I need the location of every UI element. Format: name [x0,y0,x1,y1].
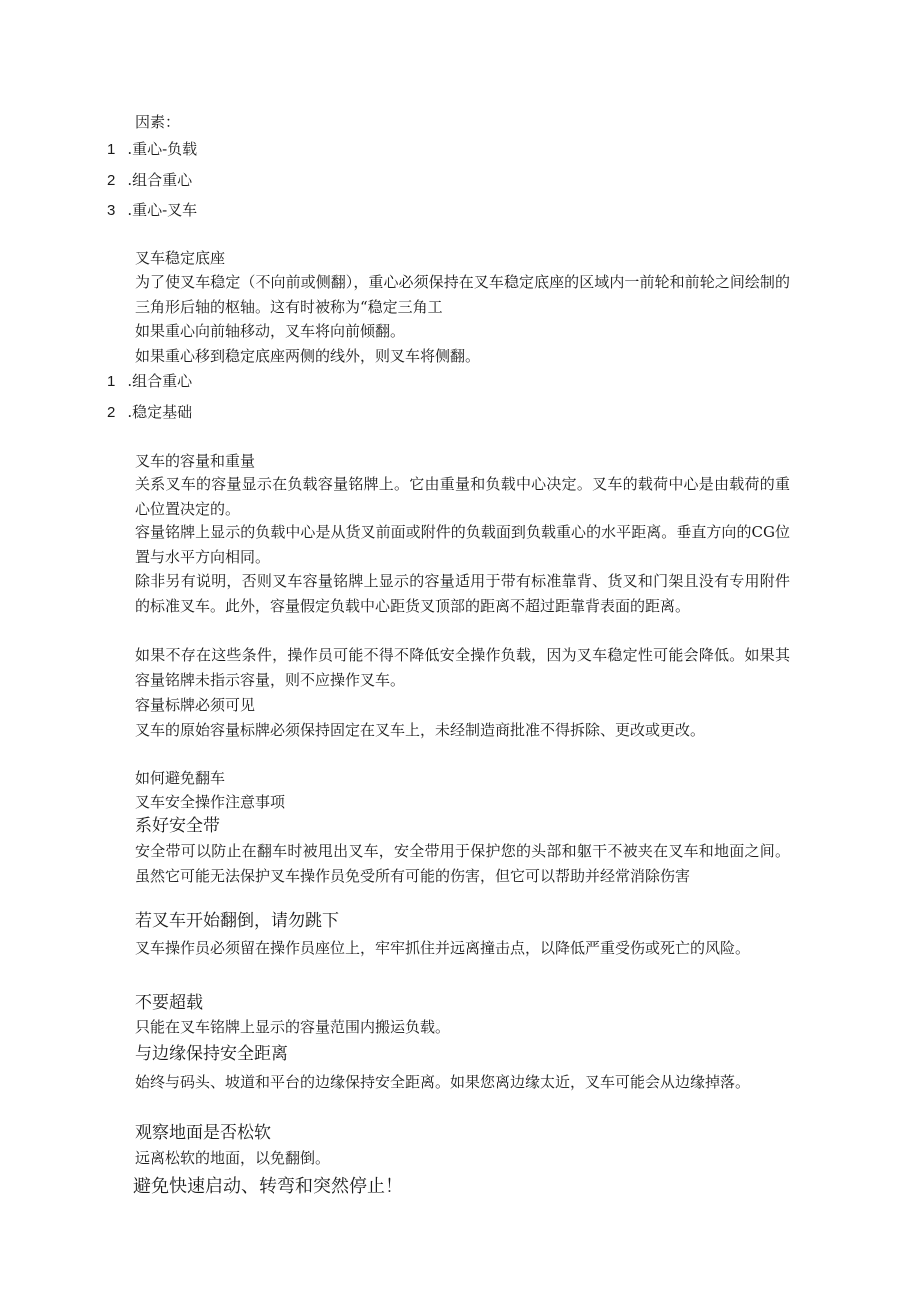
edge-text: 始终与码头、坡道和平台的边缘保持安全距离。如果您离边缘太近，叉车可能会从边缘掉落。 [135,1073,751,1091]
ground-title: 观察地面是否松软 [135,1123,271,1143]
list-number: 1 [107,141,116,158]
tipping-title: 若叉车开始翻倒，请勿跳下 [135,911,339,931]
overload-title: 不要超载 [135,993,203,1013]
tipping-text: 叉车操作员必须留在操作员座位上，牢牢抓住并远离撞击点，以降低严重受伤或死亡的风险。 [135,939,751,957]
overload-text: 只能在叉车铭牌上显示的容量范围内搬运负载。 [135,1018,451,1036]
stability-item-1 [107,369,192,394]
final-warning: 避免快速启动、转弯和突然停止！ [133,1176,403,1197]
stability-heading: 叉车稳定底座 [135,249,226,267]
list-number: 3 [107,202,116,219]
stability-item-2 [107,400,192,425]
capacity-heading: 叉车的容量和重量 [135,452,256,470]
stability-paragraph: 为了使叉车稳定（不向前或侧翻），重心必须保持在叉车稳定底座的区域内一前轮和前轮之间绘制的三角形后轴的枢轴。这有时被称为“稳定三角工 [135,273,790,316]
capacity-paragraph-4: 如果不存在这些条件，操作员可能不得不降低安全操作负载，因为叉车稳定性可能会降低。如果其容量铭牌未指示容量，则不应操作叉车。 [135,646,790,689]
list-text: .稳定基础 [127,403,193,421]
capacity-plate-text: 叉车的原始容量标牌必须保持固定在叉车上，未经制造商批准不得拆除、更改或更改。 [135,721,706,739]
list-number: 2 [107,404,116,421]
seatbelt-text: 安全带可以防止在翻车时被甩出叉车，安全带用于保护您的头部和躯干不被夹在叉车和地面之间。虽然它可能无法保护叉车操作员免受所有可能的伤害，但它可以帮助并经常消除伤害 [135,842,790,885]
edge-title: 与边缘保持安全距离 [135,1044,288,1064]
list-text: .重心-负载 [127,140,198,158]
list-text: .组合重心 [127,372,193,390]
factor-item-1 [107,137,197,162]
stability-side-line: 如果重心移到稳定底座两侧的线外，则叉车将侧翻。 [135,347,481,365]
factor-item-3 [107,198,197,223]
list-number: 1 [107,373,116,390]
capacity-plate-heading: 容量标牌必须可见 [135,696,256,714]
rollover-heading: 如何避免翻车 [135,769,226,787]
seatbelt-title: 系好安全带 [135,816,220,836]
list-number: 2 [107,172,116,189]
rollover-subheading: 叉车安全操作注意事项 [135,793,286,811]
capacity-paragraph-1: 关系叉车的容量显示在负载容量铭牌上。它由重量和负载中心决定。叉车的载荷中心是由载荷的重心位置决定的。 [135,475,790,518]
ground-text: 远离松软的地面，以免翻倒。 [135,1149,331,1167]
list-text: .重心-叉车 [127,201,198,219]
list-text: .组合重心 [127,171,193,189]
capacity-paragraph-3: 除非另有说明，否则叉车容量铭牌上显示的容量适用于带有标准靠背、货叉和门架且没有专用附件的标准叉车。此外，容量假定负载中心距货叉顶部的距离不超过距靠背表面的距离。 [135,572,790,615]
factors-heading: 因素： [135,113,181,131]
stability-forward-line: 如果重心向前轴移动，叉车将向前倾翻。 [135,322,406,340]
factor-item-2 [107,168,192,193]
capacity-paragraph-2: 容量铭牌上显示的负载中心是从货叉前面或附件的负载面到负载重心的水平距离。垂直方向的CG位置与水平方向相同。 [135,523,790,566]
